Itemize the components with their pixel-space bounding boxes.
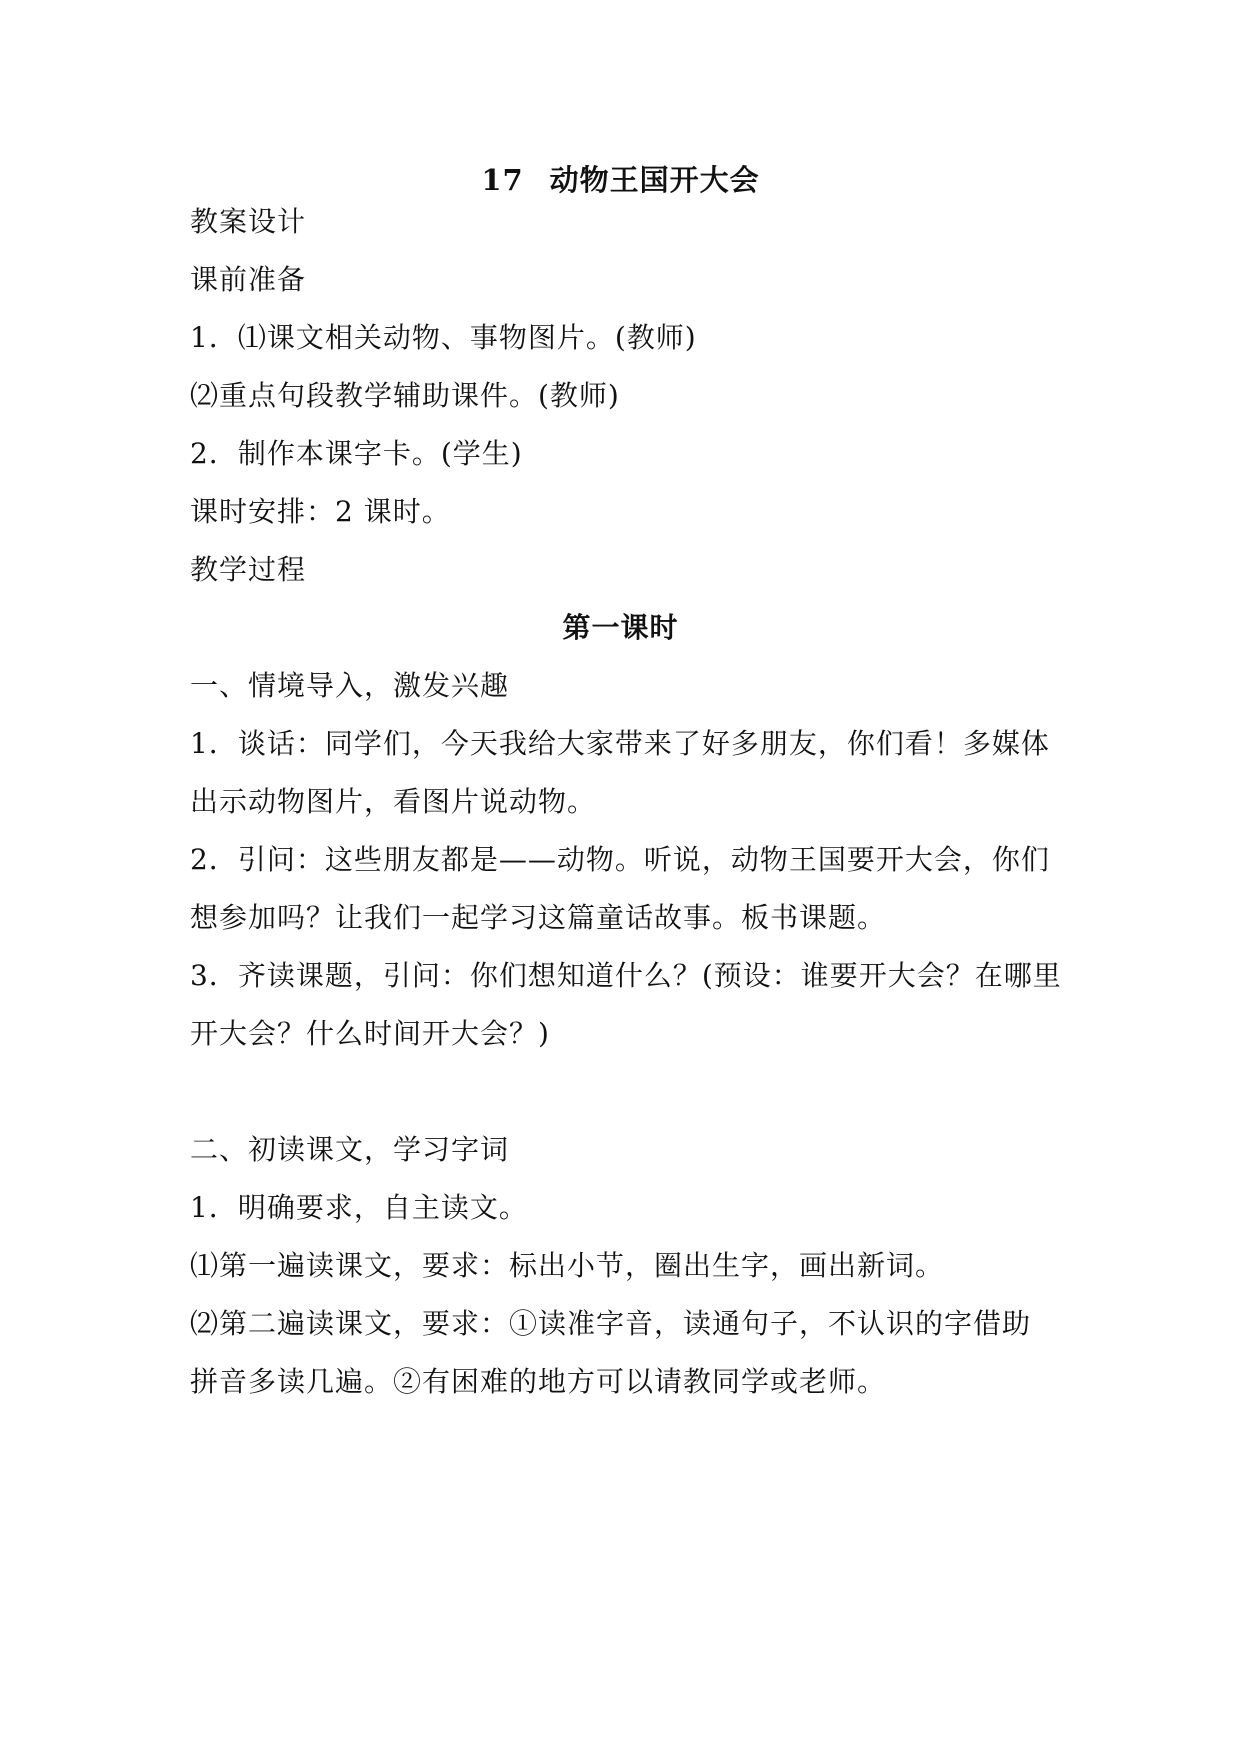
section-title-first-period: 第一课时 (562, 611, 679, 644)
lesson-title (0, 158, 1241, 202)
paragraph-line: 2．引问：这些朋友都是——动物。听说，动物王国要开大会，你们 (190, 843, 1050, 876)
heading-lesson-plan: 教案设计 (190, 205, 307, 238)
lesson-number: 17 (481, 163, 524, 197)
lesson-title-text: 动物王国开大会 (549, 163, 760, 197)
paragraph-line: ⑴第一遍读课文，要求：标出小节，圈出生字，画出新词。 (190, 1249, 945, 1282)
paragraph-line: 拼音多读几遍。②有困难的地方可以请教同学或老师。 (190, 1365, 887, 1398)
prep-item-1-sub-2: ⑵重点句段教学辅助课件。(教师) (190, 379, 620, 412)
prep-item-2: 2．制作本课字卡。(学生) (190, 437, 523, 470)
heading-process: 教学过程 (190, 553, 307, 586)
schedule-line: 课时安排：2 课时。 (190, 495, 451, 528)
part-two-heading: 二、初读课文，学习字词 (190, 1133, 510, 1166)
heading-preparation: 课前准备 (190, 263, 307, 296)
paragraph-line: ⑵第二遍读课文，要求：①读准字音，读通句子，不认识的字借助 (190, 1307, 1032, 1340)
part-one-heading: 一、情境导入，激发兴趣 (190, 669, 510, 702)
paragraph-line: 开大会？什么时间开大会？) (190, 1017, 550, 1050)
paragraph-line: 出示动物图片，看图片说动物。 (190, 785, 597, 818)
paragraph-line: 1．明确要求，自主读文。 (190, 1191, 528, 1224)
paragraph-line: 3．齐读课题，引问：你们想知道什么？(预设：谁要开大会？在哪里 (190, 959, 1062, 992)
paragraph-line: 想参加吗？让我们一起学习这篇童话故事。板书课题。 (190, 901, 887, 934)
paragraph-line: 1．谈话：同学们，今天我给大家带来了好多朋友，你们看！多媒体 (190, 727, 1050, 760)
prep-item-1: 1．⑴课文相关动物、事物图片。(教师) (190, 321, 697, 354)
